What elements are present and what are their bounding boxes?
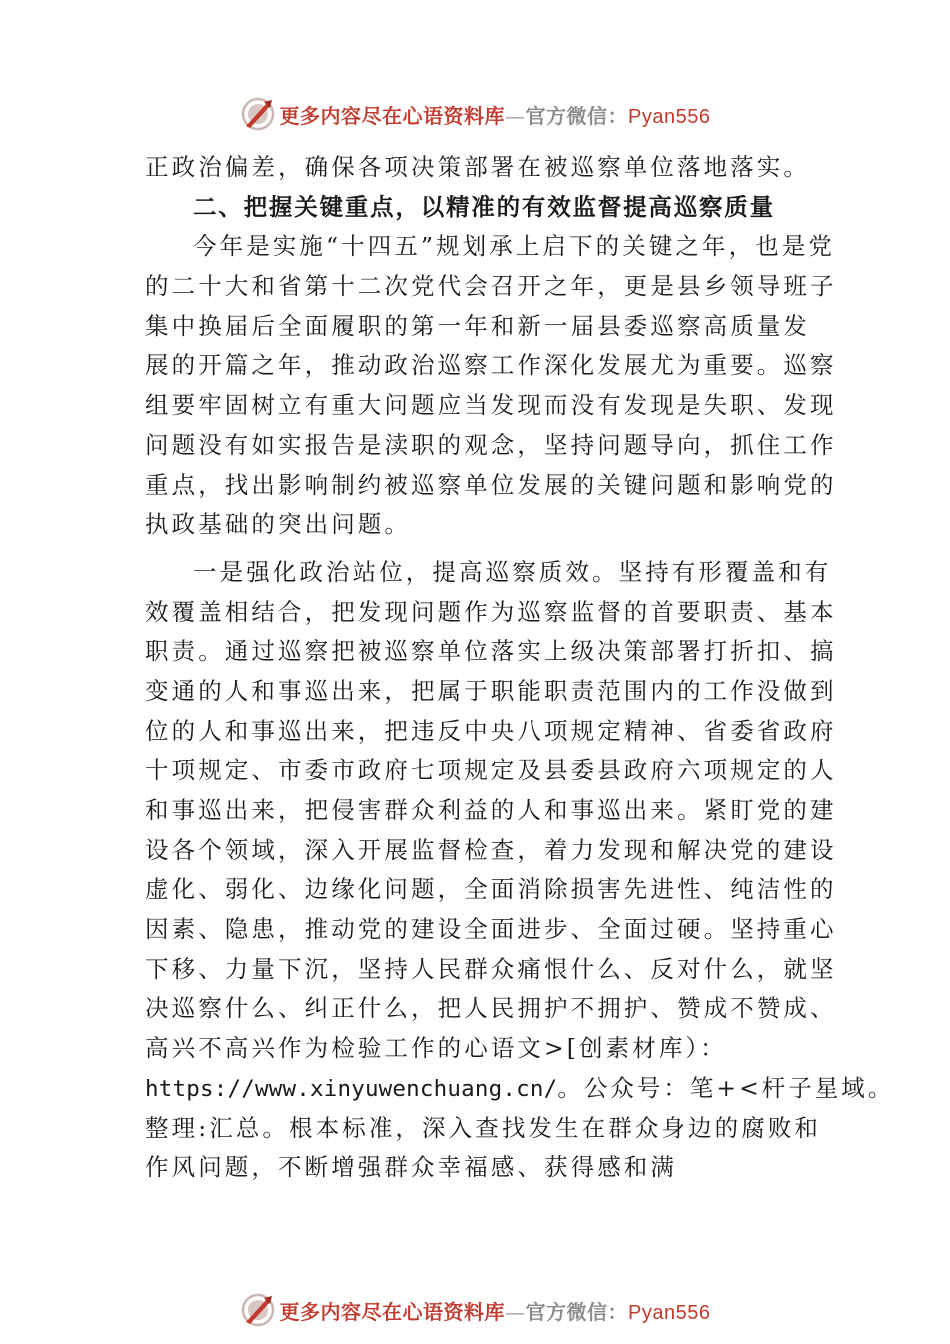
paragraph-line: 整理:汇总。根本标准，深入查找发生在群众身边的腐败和 — [145, 1113, 822, 1142]
banner-text — [280, 1296, 711, 1325]
paragraph-line: 因素、隐患，推动党的建设全面进步、全面过硬。坚持重心 — [145, 915, 837, 944]
banner-suffix: 官方微信： — [525, 103, 629, 128]
footer-banner — [0, 1290, 950, 1330]
paragraph-line: 的二十大和省第十二次党代会召开之年，更是县乡领导班子 — [145, 272, 837, 301]
banner-highlight: 更多内容尽在心语资料库 — [279, 1299, 506, 1324]
banner-wechat-id: Pyan556 — [628, 1301, 711, 1324]
paragraph-line: 集中换届后全面履职的第一年和新一届县委巡察高质量发 — [145, 311, 810, 340]
paragraph-line: 变通的人和事巡出来，把属于职能职责范围内的工作没做到 — [145, 676, 837, 705]
paragraph-line: 位的人和事巡出来，把违反中央八项规定精神、省委省政府 — [145, 716, 837, 745]
paragraph — [145, 553, 895, 1188]
paragraph-line: 重点，找出影响制约被巡察单位发展的关键问题和影响党的 — [145, 470, 837, 499]
banner-dash: — — [505, 1299, 526, 1324]
document-body — [145, 148, 895, 1188]
banner-suffix: 官方微信： — [525, 1299, 629, 1324]
paragraph-line: 组要牢固树立有重大问题应当发现而没有发现是失职、发现 — [145, 391, 837, 420]
paragraph-line: 作风问题，不断增强群众幸福感、获得感和满 — [145, 1153, 677, 1182]
paragraph-line: 和事巡出来，把侵害群众利益的人和事巡出来。紧盯党的建 — [145, 796, 837, 824]
paragraph-line: 今年是实施“十四五”规划承上启下的关键之年，也是党 — [193, 232, 836, 261]
paragraph-line: 执政基础的突出问题。 — [145, 510, 411, 539]
banner-dash: — — [505, 103, 526, 128]
paragraph-line: 效覆盖相结合，把发现问题作为巡察监督的首要职责、基本 — [145, 597, 837, 626]
banner-text — [280, 100, 711, 129]
paragraph-line: 虚化、弱化、边缘化问题，全面消除损害先进性、纯洁性的 — [145, 875, 837, 904]
brand-logo-icon — [240, 96, 276, 132]
paragraph-line: 正政治偏差，确保各项决策部署在被巡察单位落地落实。 — [145, 153, 810, 181]
brand-logo-icon — [240, 1292, 276, 1328]
paragraph — [145, 227, 837, 545]
header-banner — [0, 94, 950, 134]
url-line — [145, 1069, 895, 1109]
paragraph-line: 一是强化政治站位，提高巡察质效。坚持有形覆盖和有 — [193, 557, 832, 586]
paragraph-line: 设各个领域，深入开展监督检查，着力发现和解决党的建设 — [145, 835, 837, 864]
section-heading: 二、把握关键重点，以精准的有效监督提高巡察质量 — [193, 192, 775, 221]
paragraph-line: 高兴不高兴作为检验工作的心语文>[创素材库）： — [145, 1034, 727, 1063]
paragraph-line: 决巡察什么、纠正什么，把人民拥护不拥护、赞成不赞成、 — [145, 994, 837, 1023]
url-line-rest: 。公众号：笔+<杆子星域。 — [557, 1073, 895, 1102]
paragraph-line: 职责。通过巡察把被巡察单位落实上级决策部署打折扣、搞 — [145, 637, 837, 666]
paragraph-line: 十项规定、市委市政府七项规定及县委县政府六项规定的人 — [145, 756, 837, 785]
source-url: https://www.xinyuwenchuang.cn/ — [145, 1075, 558, 1102]
paragraph-line: 问题没有如实报告是渎职的观念，坚持问题导向，抓住工作 — [145, 430, 837, 459]
paragraph-line: 展的开篇之年，推动政治巡察工作深化发展尤为重要。巡察 — [145, 351, 837, 380]
banner-wechat-id: Pyan556 — [628, 105, 711, 128]
paragraph-line: 下移、力量下沉，坚持人民群众痛恨什么、反对什么，就坚 — [145, 954, 837, 983]
banner-highlight: 更多内容尽在心语资料库 — [279, 103, 506, 128]
